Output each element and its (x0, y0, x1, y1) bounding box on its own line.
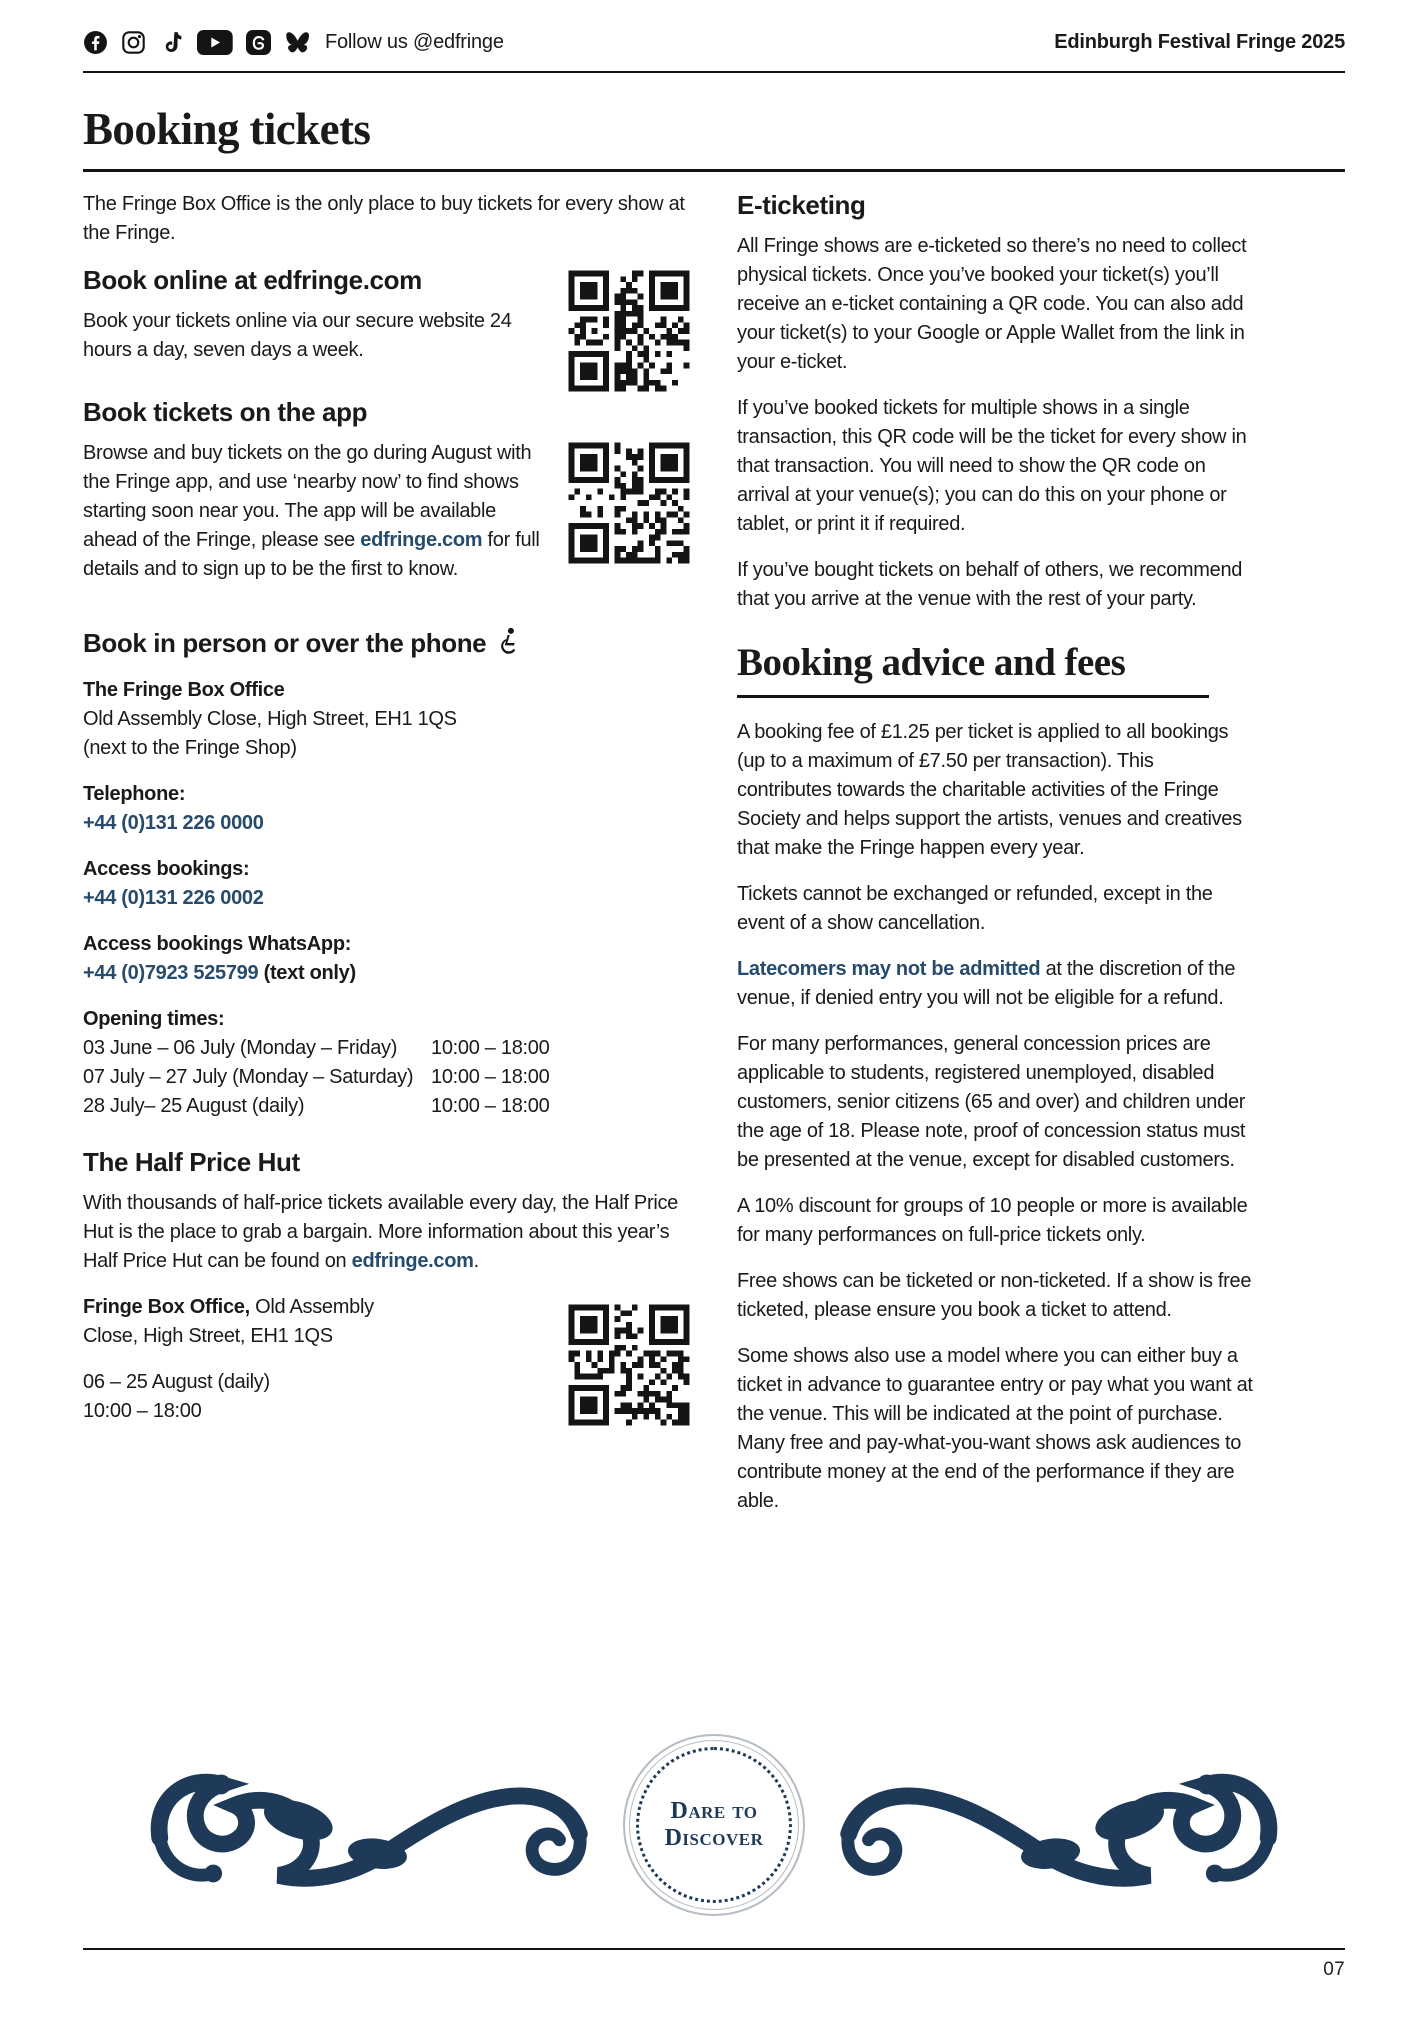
edfringe-link[interactable]: edfringe.com (360, 529, 483, 551)
seal-line-2: Discover (664, 1824, 764, 1851)
opening-hours: 10:00 – 18:00 (431, 1037, 550, 1059)
wheelchair-access-icon (486, 628, 520, 658)
advice-paragraph-pwyw: Some shows also use a model where you can either buy a ticket in advance to guarantee entry or pay what you want at the venue. This will be indicated at the point of purchase. Many free and pay-what-you-want shows ask audiences to contribute money at the end of the performance if they are able. (737, 1345, 1253, 1512)
whatsapp-note: (text only) (258, 962, 356, 984)
opening-times-row (83, 1092, 695, 1121)
page-title: Booking tickets (83, 104, 371, 154)
eticketing-paragraph-2: If you’ve booked tickets for multiple shows in a single transaction, this QR code will be the ticket for every show in that transaction. You will need to show the QR code on arrival at your venue(s); you can do this on your phone or tablet, or print it if required. (737, 397, 1247, 535)
book-in-person-heading-text: Book in person or over the phone (83, 628, 487, 658)
booking-advice-rule (737, 695, 1209, 698)
latecomers-text: at the discretion of the venue, if denied entry you will not be eligible for a refund. (737, 958, 1236, 1009)
half-price-text-after: . (473, 1250, 479, 1272)
advice-paragraph-concessions: For many performances, general concession prices are applicable to students, registered unemployed, disabled customers, senior citizens (65 and over) and children under the age of 18. Please note, proof of concession status must be presented at the venue, except for disabled customers. (737, 1033, 1246, 1171)
opening-hours: 10:00 – 18:00 (431, 1066, 550, 1088)
threads-icon[interactable] (246, 30, 271, 55)
access-bookings-block (83, 855, 695, 913)
book-app-text: Browse and buy tickets on the go during August with the Fringe app, and use ‘nearby now’ to find shows starting soon near you. The app will be available ahead of the Fringe, please see (83, 442, 532, 551)
flourish-right (823, 1740, 1288, 1910)
opening-times-row (83, 1034, 695, 1063)
half-price-venue-address: Old Assembly Close, High Street, EH1 1QS (83, 1296, 374, 1347)
latecomers-emphasis: Latecomers may not be admitted (737, 958, 1041, 980)
opening-times-row (83, 1063, 695, 1092)
opening-dates: 28 July– 25 August (daily) (83, 1095, 305, 1117)
book-online-section (83, 265, 695, 397)
advice-paragraph-refunds: Tickets cannot be exchanged or refunded, except in the event of a show cancellation. (737, 883, 1213, 934)
box-office-name: The Fringe Box Office (83, 679, 285, 701)
edfringe-link[interactable]: edfringe.com (351, 1250, 474, 1272)
dare-to-discover-seal (623, 1734, 805, 1916)
qr-code-app (563, 437, 695, 569)
box-office-address-line2: (next to the Fringe Shop) (83, 737, 297, 759)
brand-title: Edinburgh Festival Fringe 2025 (1054, 31, 1345, 53)
opening-times-table (83, 1005, 695, 1121)
advice-paragraph-fees: A booking fee of £1.25 per ticket is applied to all bookings (up to a maximum of £7.50 per transaction). This contributes towards the charitable activities of the Fringe Society and helps support the artists, venues and creatives that make the Fringe happen every year. (737, 721, 1242, 859)
half-price-venue-block (83, 1293, 423, 1351)
seal-text (665, 1798, 764, 1852)
book-online-heading: Book online at edfringe.com (83, 265, 422, 295)
access-bookings-number-link[interactable]: +44 (0)131 226 0002 (83, 887, 264, 909)
half-price-hours: 10:00 – 18:00 (83, 1400, 202, 1422)
youtube-icon[interactable] (197, 30, 233, 55)
right-column (737, 190, 1253, 1533)
left-column (83, 190, 695, 1431)
whatsapp-number-link[interactable]: +44 (0)7923 525799 (83, 962, 259, 984)
book-app-section (83, 397, 695, 601)
booking-advice-heading: Booking advice and fees (737, 641, 1126, 684)
telephone-number-link[interactable]: +44 (0)131 226 0000 (83, 812, 264, 834)
page-header (83, 0, 1345, 73)
opening-dates: 07 July – 27 July (Monday – Saturday) (83, 1066, 414, 1088)
eticketing-heading: E-ticketing (737, 190, 866, 220)
eticketing-paragraph-3: If you’ve bought tickets on behalf of others, we recommend that you arrive at the venue with the rest of your party. (737, 559, 1243, 610)
tiktok-icon[interactable] (159, 30, 184, 55)
half-price-venue-section (83, 1293, 695, 1431)
follow-us-text: Follow us @edfringe (324, 31, 504, 53)
access-bookings-label: Access bookings: (83, 858, 250, 880)
page-number: 07 (1323, 1959, 1345, 1980)
half-price-dates: 06 – 25 August (daily) (83, 1371, 270, 1393)
book-in-person-heading (83, 627, 695, 659)
facebook-icon[interactable] (83, 30, 108, 55)
book-app-paragraph (83, 439, 553, 584)
bluesky-icon[interactable] (284, 30, 311, 55)
book-app-text-after: for full details and to sign up to be the first to know. (83, 529, 540, 580)
advice-paragraph-free-shows: Free shows can be ticketed or non-ticketed. If a show is free ticketed, please ensure you book a ticket to attend. (737, 1270, 1252, 1321)
half-price-dates-block (83, 1368, 423, 1426)
instagram-icon[interactable] (121, 30, 146, 55)
intro-paragraph: The Fringe Box Office is the only place to buy tickets for every show at the Fringe. (83, 193, 685, 244)
social-icons-row (83, 30, 311, 55)
book-app-heading: Book tickets on the app (83, 397, 368, 427)
half-price-venue-name: Fringe Box Office, (83, 1296, 250, 1318)
decorative-flourish-band (140, 1722, 1288, 1927)
book-online-paragraph: Book your tickets online via our secure website 24 hours a day, seven days a week. (83, 310, 512, 361)
half-price-hut-heading: The Half Price Hut (83, 1147, 300, 1177)
whatsapp-block (83, 930, 695, 988)
qr-code-book-online (563, 265, 695, 397)
page-footer (83, 1948, 1345, 1981)
whatsapp-label: Access bookings WhatsApp: (83, 933, 352, 955)
advice-paragraph-latecomers (737, 955, 1253, 1013)
title-rule (83, 169, 1345, 172)
flourish-left (140, 1740, 605, 1910)
advice-paragraph-groups: A 10% discount for groups of 10 people or more is available for many performances on full-price tickets only. (737, 1195, 1248, 1246)
qr-code-half-price-hut (563, 1299, 695, 1431)
opening-times-label: Opening times: (83, 1008, 225, 1030)
opening-dates: 03 June – 06 July (Monday – Friday) (83, 1037, 398, 1059)
half-price-text: With thousands of half-price tickets available every day, the Half Price Hut is the place to grab a bargain. More information about this year’s Half Price Hut can be found on (83, 1192, 678, 1272)
seal-line-1: Dare to (670, 1797, 758, 1824)
opening-hours: 10:00 – 18:00 (431, 1095, 550, 1117)
eticketing-paragraph-1: All Fringe shows are e-ticketed so there’s no need to collect physical tickets. Once you’ve booked your ticket(s) you’ll receive an e-ticket containing a QR code. You can also add your ticket(s) to your Google or Apple Wallet from the link in your e-ticket. (737, 235, 1247, 373)
box-office-address-block (83, 676, 695, 763)
half-price-hut-paragraph (83, 1189, 695, 1276)
telephone-block (83, 780, 695, 838)
box-office-address-line1: Old Assembly Close, High Street, EH1 1QS (83, 708, 457, 730)
telephone-label: Telephone: (83, 783, 186, 805)
